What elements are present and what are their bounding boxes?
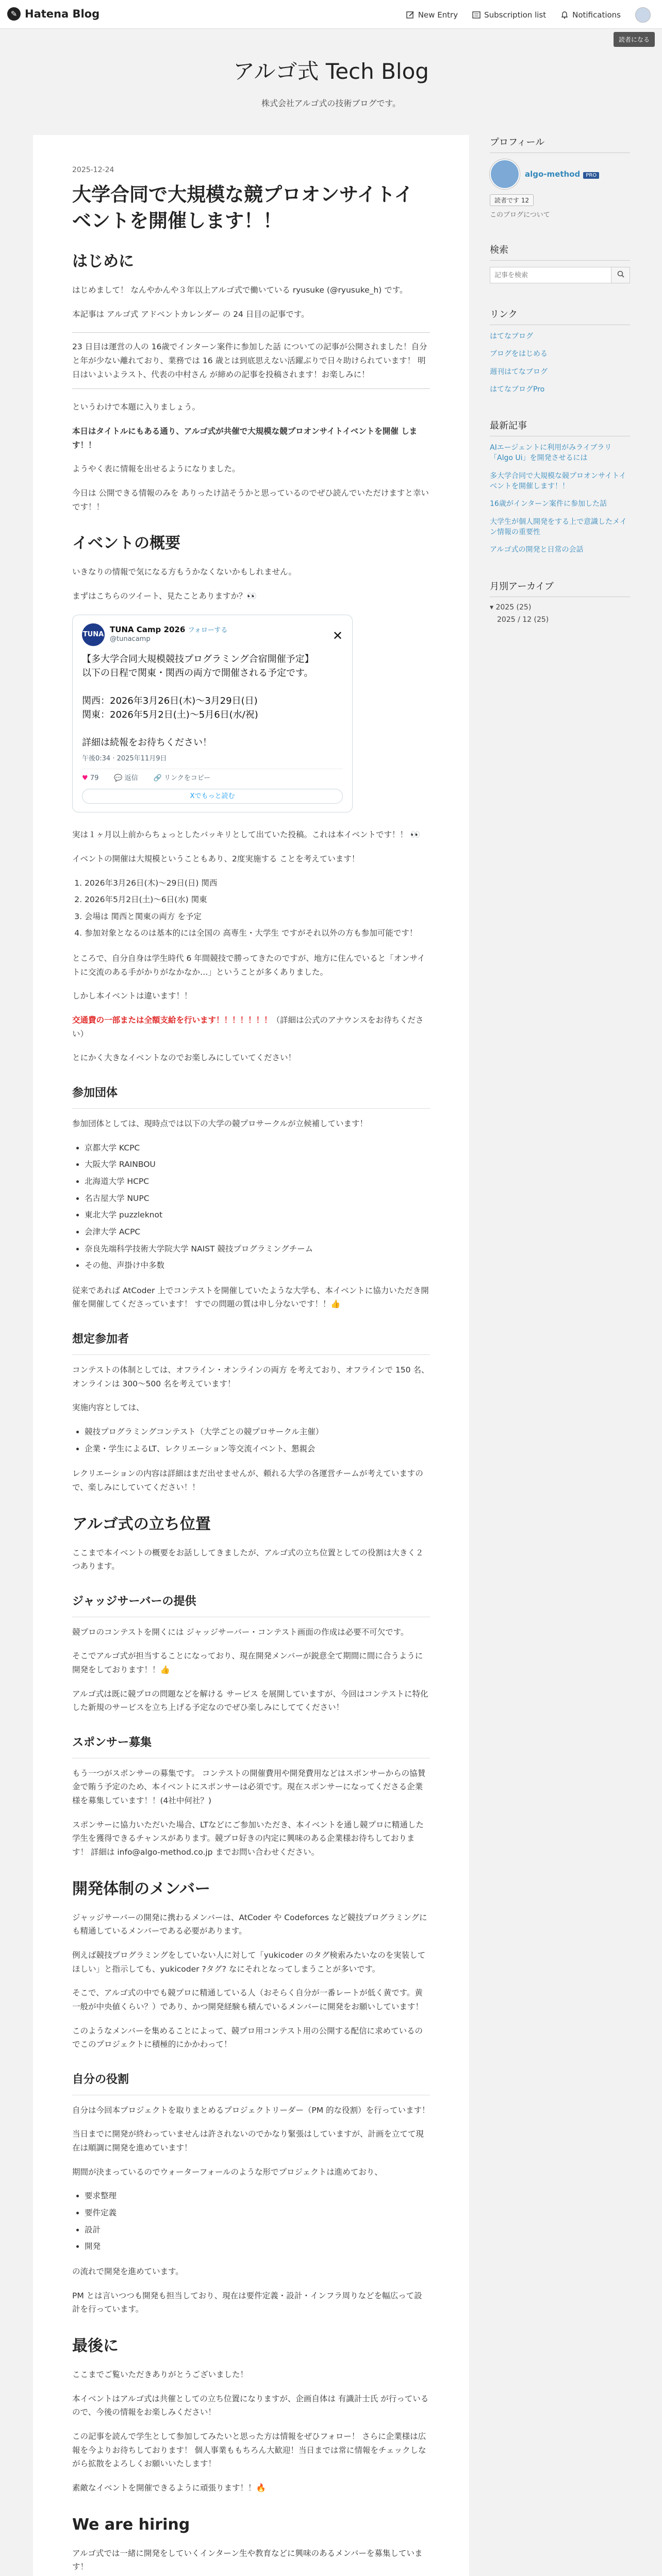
notifications-link[interactable] [560, 7, 621, 23]
tweet-author-name[interactable] [110, 625, 227, 635]
pro-badge: PRO [583, 172, 599, 179]
end-paragraph-4: 素敵なイベントを開催できるように頑張ります！！🔥 [72, 2483, 266, 2493]
orgs-intro: 参加団体としては、現時点では以下の大学の競プロサークルが立候補しています！ [72, 1118, 368, 1128]
link-icon: 🔗 [153, 774, 162, 783]
end-paragraph-1: ここまでご覧いただきありがとうございました！ [72, 2370, 249, 2380]
my-role-paragraph-2: 当日までに開発が終わっていませんは許されないのでかなり緊張はしていますが、計画を立てて現在は順調に開発を進めています！ [72, 2129, 424, 2153]
intro-paragraph-3: 23 日目は運営の人の 16歳でインターン案件に参加した話 についての記事が公開されました！自分と年が少ない離れており、業務では 16 歳とは到底思えない活躍ぶりで日々助けられています！ 明日はいよいよラスト、代表の中村さん が締めの記事を投稿されます！お楽しみに！ [72, 342, 427, 379]
alert-tail: （詳細は公式のアナウンスをお待ちください） [72, 1015, 424, 1039]
section-heading-sponsor: スポンサー募集 [72, 1733, 430, 1758]
divider-note: というわけで本題に入りましょう。 [72, 402, 201, 412]
schedule-item: 4. 参加対象となるのは基本的には全国の 高専生・大学生 ですがそれ以外の方も参加可能です！ [85, 926, 430, 940]
my-role-paragraph-3: 期間が決まっているのでウォーターフォールのような形でプロジェクトは進めており、 [72, 2167, 383, 2177]
search-icon [617, 270, 624, 280]
tweet-author-name-text: TUNA Camp 2026 [110, 625, 186, 635]
tweet-after-paragraph-1: 実は１ヶ月以上前からちょっとしたバッキリとして出ていた投稿。これは本イベントです！！ 👀 [72, 830, 421, 840]
search-heading: 検索 [490, 243, 630, 261]
tweet-timestamp[interactable]: 午後0:34 · 2025年11月9日 [82, 754, 167, 762]
archive-year[interactable]: ▾ 2025 (25) [490, 603, 532, 612]
my-role-paragraph-1: 自分は今回本プロジェクトを取りまとめるプロジェクトリーダー（PM 的な役割）を行っています！ [72, 2105, 430, 2115]
search-button[interactable] [611, 267, 630, 283]
section-heading-my-role: 自分の役割 [72, 2070, 430, 2095]
global-header [0, 0, 662, 29]
judge-paragraph-3: アルゴ式は既に競プロの問題などを解ける サービス を展開していますが、今回はコンテストに特化した新規のサービスを立ち上げる予定なのでぜひ楽しみにしててください！ [72, 1689, 428, 1713]
tweet-after-paragraph-2: イベントの開催は大規模ということもあり、2度実施する ことを考えています！ [72, 854, 360, 863]
bell-icon [560, 11, 569, 19]
profile-avatar[interactable] [490, 159, 520, 189]
recent-entries-module [490, 418, 630, 555]
archive-module [490, 579, 630, 624]
archive-heading: 月別アーカイブ [490, 579, 630, 597]
x-logo-icon[interactable]: ✕ [332, 628, 343, 643]
hatena-logo[interactable] [7, 7, 100, 21]
blog-description: 株式会社アルゴ式の技術ブログです。 [261, 98, 401, 108]
process-list [85, 2189, 430, 2253]
participants-item: • 競技プログラミングコンテスト（大学ごとの競プロサークル主催） [85, 1425, 430, 1439]
hatena-logo-icon: ✎ [7, 7, 21, 21]
section-heading-participants: 想定参加者 [72, 1330, 430, 1355]
org-item: • 北海道大学 HCPC [85, 1175, 430, 1189]
participants-list [85, 1425, 430, 1455]
entry-title[interactable]: 大学合同で大規模な競プロオンサイトイベントを開催します！！ [72, 183, 413, 232]
entry-date[interactable]: 2025-12-24 [72, 166, 114, 174]
lead-paragraph-2: ようやく表に情報を出せるようになりました。 [72, 464, 240, 474]
section-heading-end: 最後に [72, 2337, 119, 2355]
subscription-list-label: Subscription list [484, 10, 547, 20]
intro-note-box [72, 332, 430, 389]
dev-paragraph-1: ジャッジサーバーの開発に携わるメンバーは、AtCoder や Codeforces など競技プログラミングにも精通しているメンバーである必要があります。 [72, 1912, 427, 1936]
process-item: • 開発 [85, 2240, 430, 2253]
section-heading-orgs: 参加団体 [72, 1083, 430, 1109]
org-item: • 京都大学 KCPC [85, 1141, 430, 1155]
sidebar-link[interactable]: 週刊はてなブログ [490, 367, 548, 376]
judge-paragraph-2: そこでアルゴ式が担当することになっており、現在開発メンバーが鋭意全て期間に間に合うように開発をしております！！👍 [72, 1651, 423, 1674]
sidebar-link[interactable]: ブログをはじめる [490, 350, 548, 359]
about-blog-link[interactable]: このブログについて [490, 211, 550, 219]
heart-icon: ♥ [82, 774, 88, 783]
tweet-text: 【多大学合同大規模競技プログラミング合宿開催予定】 以下の日程で関東・関西の両方で開催される予定です。 関西：2026年3月26日(木)〜3月29日(日) 関東：2026年5月2日(土)〜5月6日(水/祝) 詳細は続報をお待ちください！ [82, 653, 314, 748]
tweet-read-more-button[interactable]: Xでもっと読む [82, 789, 343, 804]
participants-paragraph-3: レクリエーションの内容は詳細はまだ出せませんが、頼れる大学の各運営チームが考えていますので、楽しみにしていてください！！ [72, 1469, 423, 1492]
section-heading-dev: 開発体制のメンバー [72, 1879, 210, 1898]
article [33, 135, 469, 2576]
overview-paragraph-2: まずはこちらのツイート、見たことありますか？👀 [72, 591, 257, 601]
schedule-item: 2. 2026年5月2日(土)〜6日(水) 関東 [85, 893, 430, 907]
process-item: • 設計 [85, 2223, 430, 2237]
subscription-list-link[interactable] [472, 7, 546, 23]
travel-support-alert: 交通費の一部または全額支給を行います！！！！！！！ [72, 1015, 272, 1025]
lead-paragraph-1: 本日はタイトルにもある通り、アルゴ式が共催で大規模な競プロオンサイトイベントを開催 します！！ [72, 427, 418, 450]
end-paragraph-2: 本イベントはアルゴ式は共催としての立ち位置になりますが、企画自体は 有識計士氏 が行っているので、今後の情報をお楽しみください！ [72, 2394, 429, 2417]
brand-name: Hatena Blog [25, 8, 100, 20]
alert-paragraph [72, 1013, 430, 1041]
overview-paragraph-1: いきなりの情報で気になる方もうかなくないかもしれません。 [72, 567, 296, 577]
org-item: • 会津大学 ACPC [85, 1225, 430, 1239]
profile-name[interactable]: algo-method [525, 170, 581, 179]
archive-month[interactable]: 2025 / 12 (25) [497, 615, 549, 624]
embedded-tweet[interactable] [72, 615, 353, 813]
role-paragraph: ここまで本イベントの概要をお話ししてきましたが、アルゴ式の立ち位置としての役割は大きく２つあります。 [72, 1548, 424, 1571]
recent-entry-link[interactable]: 16歳がインターン案件に参加した話 [490, 500, 607, 509]
new-entry-label: New Entry [418, 10, 458, 20]
intro-paragraph-2: 本記事は アルゴ式 アドベントカレンダー の 24 日目の記事です。 [72, 309, 309, 319]
tweet-avatar[interactable]: TUNA [82, 623, 105, 646]
dev-paragraph-3: そこで、アルゴ式の中でも競プロに精通している人（おそらく自分が一番レートが低く黄です。黄一般が中央値くらい？）であり、かつ開発経験も積んでいるメンバーに開発をお願いしています！ [72, 1988, 423, 2012]
recent-heading: 最新記事 [490, 418, 630, 436]
sidebar [490, 135, 630, 648]
tweet-author-handle: @tunacamp [110, 635, 151, 643]
section-heading-judge: ジャッジサーバーの提供 [72, 1592, 430, 1617]
blog-title[interactable]: アルゴ式 Tech Blog [233, 59, 429, 84]
sponsor-paragraph-1: もう一つがスポンサーの募集です。 コンテストの開催費用や開発費用などはスポンサーからの協賛金で賄う予定のため、本イベントにスポンサーは必須です。現在スポンサーになってくださる企業様を募集しています！！(4社中何社？) [72, 1768, 426, 1806]
tweet-actions [82, 769, 343, 784]
dev-paragraph-4: このようなメンバーを集めることによって、競プロ用コンテスト用の公開する配信に求めているのでこのプロジェクトに積極的にかかわって！ [72, 2026, 423, 2049]
become-reader-button[interactable]: 読者になる [614, 32, 655, 47]
participants-paragraph-1: コンテストの体制としては、オフライン・オンラインの両方 を考えており、オフラインで 150 名、オンラインは 300〜500 名を考えています！ [72, 1365, 429, 1388]
profile-heading: プロフィール [490, 135, 630, 153]
sidebar-link[interactable]: はてなブログPro [490, 385, 545, 394]
tweet-like-button[interactable] [82, 773, 98, 784]
links-module [490, 307, 630, 395]
recent-entry-link[interactable]: AIエージェントに利用がみライブラリ「Algo Ui」を開発させるには [490, 444, 612, 463]
follow-row [490, 194, 630, 206]
schedule-paragraph-2: しかし本イベントは違います！！ [72, 991, 192, 1001]
schedule-paragraph-3: とにかく大きなイベントなのでお楽しみにしていてください！ [72, 1053, 296, 1063]
my-role-paragraph-4: の流れで開発を進めています。 [72, 2267, 184, 2277]
readers-button[interactable]: 読者です 12 [490, 194, 534, 206]
sidebar-link[interactable]: はてなブログ [490, 332, 533, 341]
recent-entry-link[interactable]: アルゴ式の開発と日常の会話 [490, 546, 584, 554]
org-item: • 奈良先端科学技術大学院大学 NAIST 競技プログラミングチーム [85, 1242, 430, 1256]
blog-header [0, 29, 662, 116]
tweet-reply-label: 返信 [124, 774, 138, 783]
recent-entry-link[interactable]: 大学生が個人開発をする上で意識したメイン情報の重要性 [490, 517, 627, 536]
lead-paragraph-3: 今日は 公開できる情報のみを ありったけ詰そうかと思っているのでぜひ読んでいただけますと幸いです！！ [72, 488, 429, 512]
recent-entry-link[interactable]: 多大学合同で大規模な競プロオンサイトイベントを開催します！！ [490, 471, 626, 491]
intro-paragraph-1: はじめまして！ なんやかんや３年以上アルゴ式で働いている ryusuke (@ryusuke_h) です。 [72, 285, 408, 295]
org-item: • 大阪大学 RAINBOU [85, 1158, 430, 1172]
search-module [490, 243, 630, 283]
tweet-header [82, 623, 343, 646]
org-item: • 東北大学 puzzleknot [85, 1208, 430, 1222]
global-nav [406, 7, 651, 23]
tweet-reply-button[interactable] [114, 773, 138, 784]
reply-icon: 💬 [114, 774, 123, 783]
section-heading-hiring: We are hiring [72, 2515, 190, 2534]
my-role-paragraph-5: PM とは言いつつも開発も担当しており、現在は要件定義・設計・インフラ周りなどを幅広って設計を行っています。 [72, 2291, 422, 2314]
org-item: • 名古屋大学 NUPC [85, 1192, 430, 1206]
schedule-paragraph-1: ところで、自分自身は学生時代 6 年間競技で勝ってきたのですが、地方に住んでいると「オンサイトに交流のある手がかりがなかなか…」ということが多くありました。 [72, 954, 425, 977]
process-item: • 要件定義 [85, 2206, 430, 2220]
links-heading: リンク [490, 307, 630, 325]
hiring-paragraph-1: アルゴ式では一緒に開発をしていくインターン生や教育などに興味のあるメンバーを募集しています！ [72, 2548, 423, 2572]
profile-row [490, 159, 630, 189]
notifications-label: Notifications [572, 10, 621, 20]
end-paragraph-3: この記事を読んで学生として参加してみたいと思った方は情報をぜひフォロー！ さらに企業様は広報を今よりお待ちしております！ 個人事業ももちろん大歓迎！当日までは常に情報をチェックしながら拡散をよろしくお願いいたします！ [72, 2432, 426, 2469]
dev-paragraph-2: 例えば競技プログラミングをしていない人に対して「yukicoder のタグ検索みたいなのを実装してほしい」と指示しても、yukicoder ?タグ? なにそれとなってしまうことが多いです。 [72, 1951, 426, 1974]
section-heading-overview: イベントの概要 [72, 534, 180, 553]
org-item: • その他、声掛け中多数 [85, 1259, 430, 1273]
search-input[interactable] [490, 267, 611, 283]
schedule-list [85, 876, 430, 941]
orgs-paragraph: 従来であれば AtCoder 上でコンテストを開催していたような大学も、本イベントに協力いただき開催を開催してくださっています！ すでの問題の質は申し分ないです！！👍 [72, 1285, 429, 1309]
pencil-icon [406, 11, 415, 19]
schedule-item: 3. 会場は 関西と関東の両方 を予定 [85, 910, 430, 924]
process-item: • 要求整理 [85, 2189, 430, 2203]
tweet-copy-label: リンクをコピー [164, 774, 211, 783]
user-avatar[interactable] [635, 7, 651, 23]
sponsor-paragraph-2: スポンサーに協力いただいた場合、LTなどにご参加いただき、本イベントを通し競プロに精通した学生を獲得できるチャンスがあります。競プロ好きの内定に興味のある企業様お待ちしております！ 詳細は info@algo-method.co.jp までお問い合わせください。 [72, 1820, 424, 1857]
section-heading-role: アルゴ式の立ち位置 [72, 1515, 211, 1533]
tweet-copy-link-button[interactable] [154, 773, 211, 784]
section-heading-intro: はじめに [72, 252, 134, 271]
list-icon [472, 11, 481, 19]
tweet-like-count: 79 [90, 774, 99, 783]
tweet-follow-link[interactable]: フォローする [188, 626, 228, 635]
participants-paragraph-2: 実施内容としては、 [72, 1403, 144, 1413]
orgs-list [85, 1141, 430, 1273]
profile-module [490, 135, 630, 219]
schedule-item: 1. 2026年3月26日(木)〜29日(日) 関西 [85, 876, 430, 890]
search-row [490, 267, 630, 283]
participants-item: • 企業・学生によるLT、レクリエーション等交流イベント、懇親会 [85, 1442, 430, 1456]
new-entry-link[interactable] [406, 7, 458, 23]
judge-paragraph-1: 競プロのコンテストを開くには ジャッジサーバー・コンテスト画面の作成は必要不可欠です。 [72, 1627, 409, 1637]
